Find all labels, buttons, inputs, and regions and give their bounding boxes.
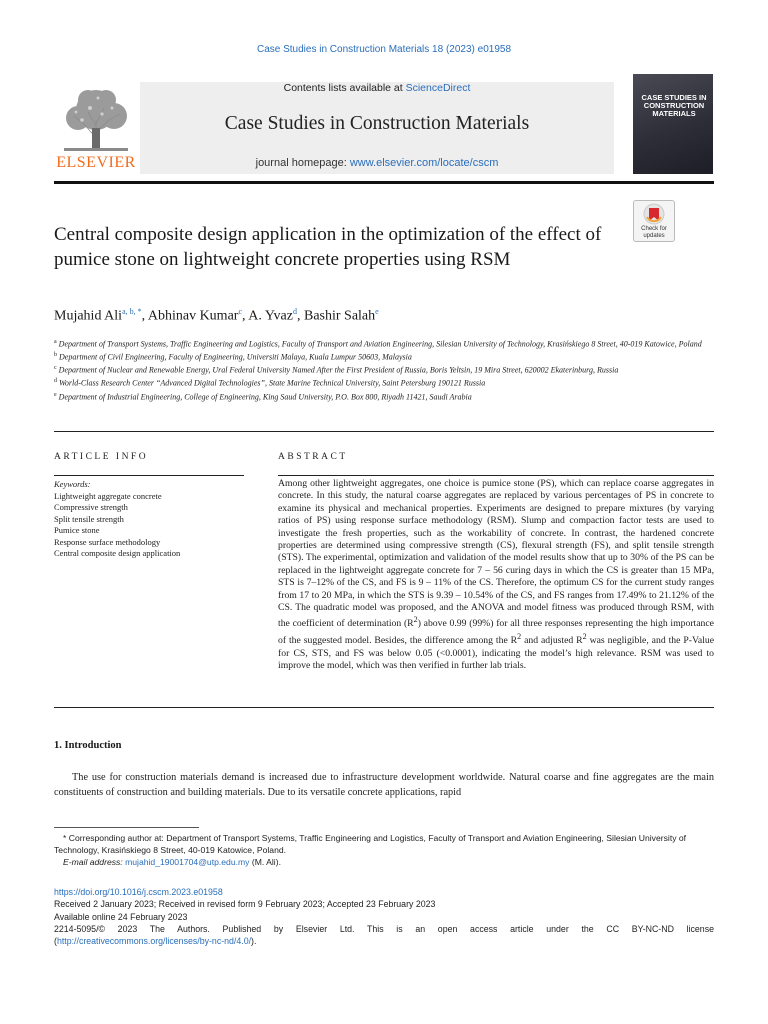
affiliation-text: World-Class Research Center “Advanced Digital Technologies”, State Marine Technical University, Saint Petersburg 190121 Russia — [59, 379, 486, 389]
affiliation-item — [54, 390, 714, 403]
section-divider-bottom — [54, 707, 714, 708]
homepage-prefix: journal homepage: — [255, 157, 350, 169]
affiliation-item — [54, 337, 714, 350]
author-affiliation-marks[interactable]: c — [238, 307, 243, 316]
journal-cover-thumbnail[interactable] — [633, 74, 713, 174]
journal-homepage-link[interactable]: www.elsevier.com/locate/cscm — [349, 157, 499, 169]
email-link[interactable]: mujahid_19001704@utp.edu.my — [125, 857, 250, 868]
email-suffix: (M. Ali). — [249, 857, 281, 868]
keyword-item: Compressive strength — [54, 502, 128, 512]
author-name[interactable]: Mujahid Ali — [54, 308, 123, 324]
keyword-item: Pumice stone — [54, 525, 100, 535]
keyword-item: Lightweight aggregate concrete — [54, 490, 162, 501]
journal-homepage-line — [140, 157, 614, 169]
license-url-open: ( — [54, 936, 57, 947]
publication-info — [54, 886, 714, 947]
abstract-rule — [278, 475, 714, 476]
running-head[interactable]: Case Studies in Construction Materials 18 (2023) e01958 — [256, 44, 512, 55]
abstract-sup-2: 2 — [517, 632, 522, 642]
footnotes — [54, 832, 714, 869]
license-url-close: ). — [251, 936, 257, 947]
abstract-part-4: was negligible, and the P-Value for CS, STS, and FS was below 0.05 (<0.0001), indicating the model’s high relevance. RSM was used to improve the model, which was then verified in further lab trials. — [278, 635, 714, 672]
article-info-heading: ARTICLE INFO — [54, 452, 149, 462]
section-divider — [54, 431, 714, 432]
affiliation-key: c — [54, 365, 57, 372]
masthead-rule — [54, 181, 714, 184]
license-url-link[interactable]: http://creativecommons.org/licenses/by-nc-nd/4.0/ — [56, 936, 252, 947]
license-line: 2214-5095/© 2023 The Authors. Published by Elsevier Ltd. This is an open access article under the CC BY-NC-ND license — [54, 923, 714, 934]
author-affiliation-marks[interactable]: d — [292, 307, 297, 316]
author-name[interactable]: A. Yvaz — [248, 308, 293, 324]
sciencedirect-link[interactable]: ScienceDirect — [405, 82, 471, 94]
abstract-heading: ABSTRACT — [278, 452, 348, 462]
crossmark-icon — [634, 202, 674, 228]
author-affiliation-marks[interactable]: a, b, * — [122, 307, 142, 316]
author-separator: , — [296, 308, 304, 324]
license-url-line — [54, 935, 714, 947]
abstract-sup-3: 2 — [582, 632, 587, 642]
article-info-rule — [54, 475, 244, 476]
crossmark-label — [634, 226, 674, 239]
corresponding-mark: * — [63, 833, 67, 843]
abstract-part-2: ) above 0.99 (99%) for all three responses representing the high importance of the suggested model. Besides, the difference among the R — [278, 618, 714, 647]
corresponding-text: Corresponding author at: Department of Transport Systems, Traffic Engineering and Logistics, Faculty of Transport and Aviation Engineering, Silesian University of Technology, Krasińskiego 8 Street, 40-019 Katowice, Poland. — [54, 833, 687, 856]
affiliation-text: Department of Industrial Engineering, College of Engineering, King Saud University, P.O. Box 800, Riyadh 11421, Saudi Arabia — [58, 392, 472, 402]
author-name[interactable]: Bashir Salah — [303, 308, 376, 324]
history-line: Received 2 January 2023; Received in revised form 9 February 2023; Accepted 23 February 2023 — [54, 899, 436, 910]
author-separator: , — [141, 308, 148, 324]
email-label: E-mail address: — [63, 857, 126, 868]
author-list — [54, 307, 379, 325]
keywords-block — [54, 479, 264, 560]
keyword-item: Central composite design application — [54, 548, 181, 558]
affiliation-text: Department of Civil Engineering, Faculty of Engineering, Universiti Malaya, Kuala Lumpur 50603, Malaysia — [59, 352, 412, 362]
keyword-item: Response surface methodology — [54, 536, 161, 547]
abstract-sup-1: 2 — [413, 615, 418, 625]
affiliation-key: b — [54, 352, 57, 359]
abstract-part-3: and adjusted R — [521, 635, 583, 647]
keyword-item: Split tensile strength — [54, 513, 124, 524]
abstract-text — [278, 478, 714, 673]
affiliation-item — [54, 376, 714, 389]
contents-prefix: Contents lists available at — [283, 82, 406, 94]
cover-title: CASE STUDIES IN CONSTRUCTION MATERIALS — [641, 93, 707, 118]
keywords-label: Keywords: — [54, 479, 91, 489]
abstract-part-1: Among other lightweight aggregates, one choice is pumice stone (PS), which can replace coarse aggregates in concrete. In this study, the natural coarse aggregates are replaced by various percentages of PS in concrete to examine its physical and mechanical properties. Experiments are designed to prepare mixtures (by varying ratios of PS) using response surface methodology (RSM). Slump and compaction factor tests are used to investigate the fresh properties, such as the workability of concrete. In contrast, the hardened concrete properties are determined using compressive strength (CS), flexural strength (FS), and split tensile strength (STS). The experimental, optimization and validation of the model results show that up to 30% of the PS can be replaced in the lightweight aggregate concrete for 7 – 56 curing days in which the CS is greater than 15 MPa, STS is 7–12% of the CS, and FS is 9 – 11% of the CS. Therefore, the optimum CS for the current study ranges from 17 to 20 MPa, in which the STS is 9.39 – 10.54% of the CS, and FS ranges from 17.49% to 21.12% of the CS. The quadratic model was proposed, and the ANOVA and model fitness was produced through RSM, with the coefficient of determination (R — [278, 478, 714, 630]
affiliation-key: e — [54, 391, 57, 398]
journal-title: Case Studies in Construction Materials — [224, 113, 530, 134]
email-note — [54, 856, 714, 868]
crossmark-label-line1: Check for — [641, 226, 667, 232]
author-separator: , — [242, 308, 249, 324]
elsevier-wordmark: ELSEVIER — [56, 154, 136, 171]
affiliation-key: a — [54, 339, 57, 345]
affiliation-text: Department of Nuclear and Renewable Energy, Ural Federal University Named After the First President of Russia, Boris Yeltsin, 19 Mira Street, 620002 Ekaterinburg, Russia — [58, 365, 619, 375]
author-name[interactable]: Abhinav Kumar — [147, 308, 239, 324]
affiliation-item — [54, 363, 714, 376]
check-for-updates-badge[interactable] — [633, 200, 675, 242]
article-title: Central composite design application in the optimization of the effect of pumice stone on lightweight concrete properties using RSM — [54, 224, 602, 270]
footnote-rule — [54, 827, 199, 828]
introduction-text: The use for construction materials demand is increased due to infrastructure development worldwide. Natural coarse and fine aggregates are the main constituents of construction and building materials. Due to its versatile concrete applications, rapid — [54, 772, 714, 798]
affiliation-key: d — [54, 378, 57, 385]
online-line: Available online 24 February 2023 — [54, 911, 188, 922]
affiliation-text: Department of Transport Systems, Traffic Engineering and Logistics, Faculty of Transport and Aviation Engineering, Silesian University of Technology, Krasińskiego 8 Street, 40-019 Katowice, Poland — [58, 339, 702, 349]
introduction-heading: 1. Introduction — [54, 740, 122, 751]
crossmark-label-line2: updates — [643, 232, 665, 239]
affiliation-item — [54, 350, 714, 363]
doi-link[interactable]: https://doi.org/10.1016/j.cscm.2023.e01958 — [54, 887, 223, 897]
keyword-list — [54, 491, 264, 560]
contents-line — [140, 82, 614, 94]
corresponding-author-note — [54, 832, 714, 856]
affiliation-list — [54, 337, 714, 403]
author-affiliation-marks[interactable]: e — [375, 307, 379, 316]
